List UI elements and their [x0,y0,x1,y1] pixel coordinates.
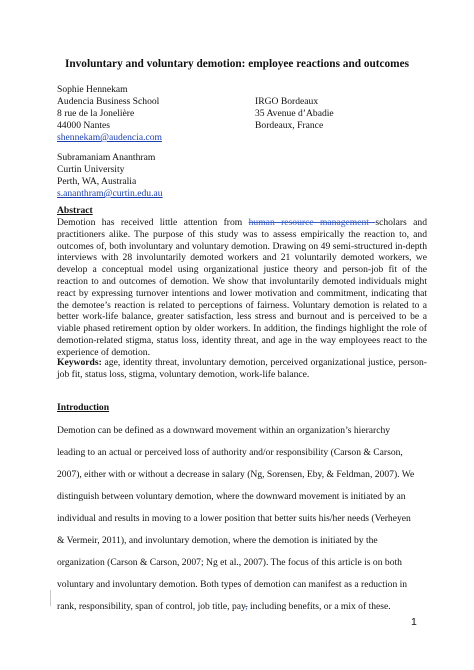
keywords-paragraph [57,357,427,381]
intro-last-line-a: rank, responsibility, span of control, job title, pay [57,601,246,612]
author1-alt-address-line1: 35 Avenue d’Abadie [255,108,334,119]
intro-last-line-b: including benefits, or a mix of these. [247,601,391,612]
intro-line: organization (Carson & Carson, 2007; Ng et al., 2007). The focus of this article is on both [57,557,402,568]
introduction-heading: Introduction [57,402,110,413]
author2-affiliation: Curtin University [57,164,125,175]
intro-line: 2007), either with or without a decrease in salary (Ng, Sorensen, Eby, & Feldman, 2007). We [57,469,415,480]
author1-address-line2: 44000 Nantes [57,120,111,131]
abstract-struck-text: human resource management [248,217,376,228]
paper-title: Involuntary and voluntary demotion: employee reactions and outcomes [64,58,410,70]
abstract-body: scholars and practitioners alike. The purpose of this study was to assess empirically the reaction to, and outcomes of, both involuntary and voluntary demotion. Drawing on 49 semi-structured in-depth interviews with 28 involuntarily demoted workers and 21 voluntarily demoted workers, we develop a conceptual model using organizational justice theory and person-job fit of the reaction to and outcomes of demotion. We show that involuntarily demoted individuals might react by expressing turnover intentions and lower motivation and commitment, indicating that the demotee’s reaction is related to perceptions of fairness. Voluntary demotion is related to a better work-life balance, greater satisfaction, less stress and burnout and is perceived to be a viable phased retirement option by older workers. In addition, the findings highlight the role of demotion-related stigma, status loss, identity threat, and age in the way employees react to the experience of demotion. [57,217,427,358]
page-number: 1 [411,616,417,628]
intro-line: distinguish between voluntary demotion, where the downward movement is initiated by an [57,491,406,502]
margin-change-bar [50,590,51,606]
author2-name: Subramaniam Ananthram [57,152,156,163]
abstract-lead: Demotion has received little attention from [57,217,249,228]
intro-line: individual and results in moving to a lower position that better suits his/her needs (Verheyen [57,513,411,524]
author1-address-line1: 8 rue de la Jonelière [57,108,135,119]
intro-line: & Vermeir, 2011), and involuntary demotion, where the demotion is initiated by the [57,535,378,546]
intro-line: leading to an actual or perceived loss of authority and/or responsibility (Carson & Carson, [57,447,403,458]
intro-struck-comma: , [245,601,248,612]
author1-email-link[interactable]: shennekam@audencia.com [57,132,162,143]
author2-email-link[interactable]: s.ananthram@curtin.edu.au [57,188,163,199]
author1-name: Sophie Hennekam [57,84,128,95]
intro-line: Demotion can be defined as a downward movement within an organization’s hierarchy [57,425,391,436]
author1-affiliation: Audencia Business School [57,96,160,107]
keywords-text: age, identity threat, involuntary demotion, perceived organizational justice, person-job fit, status loss, stigma, voluntary demotion, work-life balance. [57,357,427,380]
author2-address-line1: Perth, WA, Australia [57,176,137,187]
author1-alt-affiliation: IRGO Bordeaux [255,96,319,107]
intro-last-line [57,601,391,613]
abstract-heading: Abstract [57,205,93,216]
author1-alt-address-line2: Bordeaux, France [255,120,324,131]
intro-line: voluntary and involuntary demotion. Both types of demotion can manifest as a reduction in [57,579,408,590]
abstract-text [57,217,427,359]
keywords-label: Keywords: [57,357,102,368]
